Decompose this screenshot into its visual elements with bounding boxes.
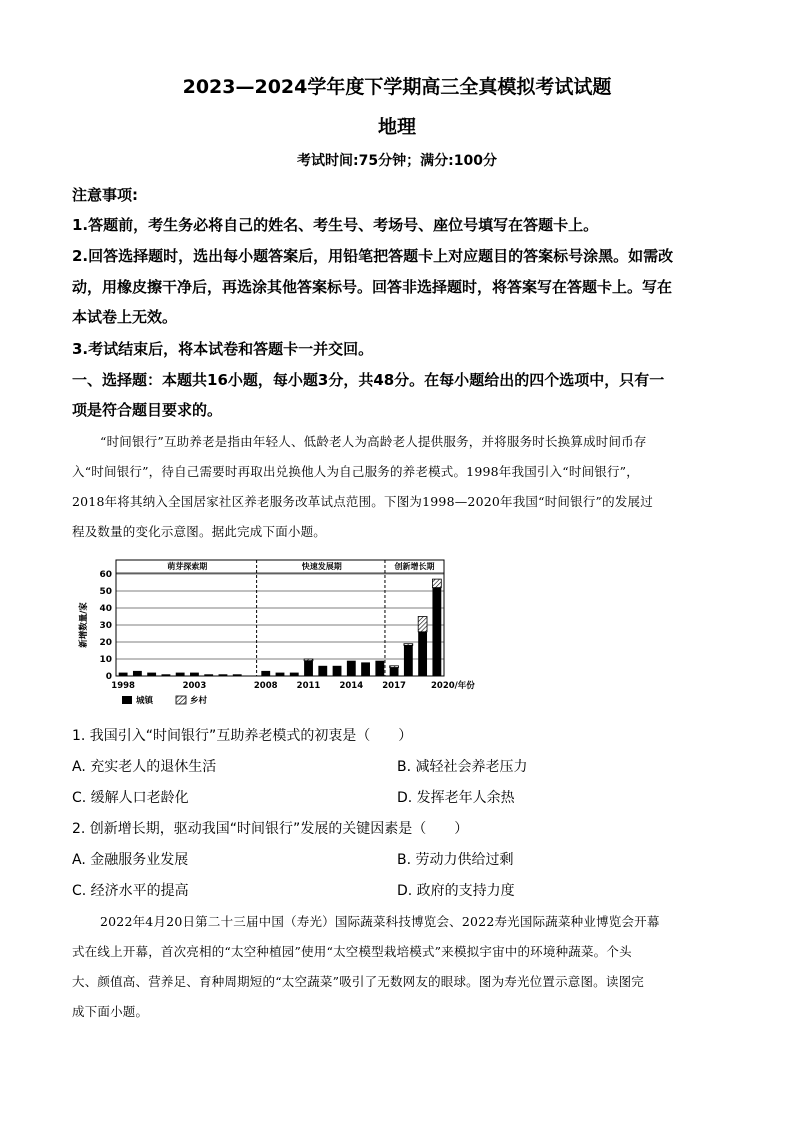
x-tick-label: 2003: [182, 681, 207, 691]
bar-urban: [204, 674, 213, 676]
y-tick-label: 20: [99, 638, 112, 648]
legend-swatch-rural: [176, 696, 186, 704]
section-heading: 项是符合题目要求的。: [72, 401, 223, 419]
bar-urban: [233, 674, 242, 676]
y-tick-label: 10: [99, 655, 112, 665]
passage2-line: 式在线上开幕，首次亮相的“太空种植园”使用“太空模型栽培模式”来模拟宇宙中的环境种蔬菜。个头: [72, 944, 632, 959]
passage2-line: 2022年4月20日第二十三届中国（寿光）国际蔬菜科技博览会、2022寿光国际蔬菜种业博览会开幕: [100, 914, 660, 929]
passage1-line: 2018年将其纳入全国居家社区养老服务改革试点范围。下图为1998—2020年我国“时间银行”的发展过: [72, 494, 653, 509]
bar-rural: [390, 666, 399, 668]
passage2-line: 大、颜值高、营养足、育种周期短的“太空蔬菜”吸引了无数网友的眼球。图为寿光位置示意图。读图完: [72, 974, 644, 989]
bar-urban: [375, 661, 384, 676]
note-line: 本试卷上无效。: [72, 308, 178, 326]
phase-label: 创新增长期: [394, 562, 435, 571]
phase-label: 快速发展期: [301, 562, 342, 571]
bar-urban: [304, 661, 313, 676]
bar-urban: [432, 588, 441, 676]
time-bank-bar-chart: [72, 556, 475, 712]
q1-option-a[interactable]: A. 充实老人的退休生活: [72, 759, 217, 775]
passage1-line: “时间银行”互助养老是指由年轻人、低龄老人为高龄老人提供服务，并将服务时长换算成时间币存: [100, 434, 647, 449]
bar-urban: [361, 662, 370, 676]
bar-urban: [390, 668, 399, 677]
bar-urban: [219, 674, 228, 676]
bar-urban: [318, 666, 327, 676]
bar-urban: [190, 673, 199, 676]
x-tick-label: 2017: [382, 681, 406, 691]
y-tick-label: 60: [99, 570, 112, 580]
bar-urban: [176, 673, 185, 676]
bar-rural: [304, 659, 313, 661]
passage1-line: 入“时间银行”，待自己需要时再取出兑换他人为自己服务的养老模式。1998年我国引入“时间银行”，: [72, 464, 639, 479]
y-tick-label: 50: [99, 587, 112, 597]
q2-option-d[interactable]: D. 政府的支持力度: [397, 883, 515, 899]
bar-urban: [290, 673, 299, 676]
note-line: 动，用橡皮擦干净后，再选涂其他答案标号。回答非选择题时，将答案写在答题卡上。写在: [72, 278, 673, 296]
bar-urban: [333, 666, 342, 676]
q2-option-b[interactable]: B. 劳动力供给过剩: [397, 852, 514, 868]
bar-rural: [418, 617, 427, 632]
x-tick-label: 2014: [339, 681, 364, 691]
note-line: 2.回答选择题时，选出每小题答案后，用铅笔把答题卡上对应题目的答案标号涂黑。如需改: [72, 247, 674, 265]
q2-option-a[interactable]: A. 金融服务业发展: [72, 852, 189, 868]
bar-urban: [133, 671, 142, 676]
plot-frame: [116, 560, 444, 676]
q1-stem: 1. 我国引入“时间银行”互助养老模式的初衷是（ ）: [72, 728, 413, 744]
passage1-line: 程及数量的变化示意图。据此完成下面小题。: [72, 524, 327, 539]
y-tick-label: 0: [105, 672, 112, 682]
notes-heading: 注意事项:: [72, 186, 138, 204]
bar-urban: [147, 673, 156, 676]
note-line: 3.考试结束后，将本试卷和答题卡一并交回。: [72, 340, 374, 358]
q2-stem: 2. 创新增长期，驱动我国“时间银行”发展的关键因素是（ ）: [72, 821, 469, 837]
q2-option-c[interactable]: C. 经济水平的提高: [72, 883, 189, 899]
bar-rural: [432, 579, 441, 588]
legend-swatch-urban: [122, 696, 132, 704]
y-tick-label: 40: [99, 604, 112, 614]
passage2-line: 成下面小题。: [72, 1004, 149, 1019]
legend-label-rural: 乡村: [190, 696, 208, 706]
y-axis-label: 新增数量/家: [79, 602, 89, 648]
q1-option-c[interactable]: C. 缓解人口老龄化: [72, 790, 189, 806]
bar-urban: [404, 645, 413, 676]
bar-urban: [418, 632, 427, 676]
bar-urban: [161, 674, 170, 676]
phase-label: 萌芽探索期: [167, 562, 208, 571]
q1-option-b[interactable]: B. 减轻社会养老压力: [397, 759, 528, 775]
exam-title: 2023—2024学年度下学期高三全真模拟考试试题: [182, 76, 612, 98]
x-tick-label: 1998: [111, 681, 135, 691]
y-tick-label: 30: [99, 621, 112, 631]
x-tick-label: 2011: [296, 681, 321, 691]
exam-time-score: 考试时间:75分钟；满分:100分: [297, 153, 497, 169]
exam-subject: 地理: [377, 116, 416, 138]
bar-urban: [276, 673, 285, 676]
bar-urban: [261, 671, 270, 676]
bar-urban: [347, 661, 356, 676]
bar-rural: [404, 644, 413, 646]
bar-urban: [119, 673, 128, 676]
section-heading: 一、选择题：本题共16小题，每小题3分，共48分。在每小题给出的四个选项中，只有一: [72, 371, 665, 389]
note-line: 1.答题前，考生务必将自己的姓名、考生号、考场号、座位号填写在答题卡上。: [72, 216, 599, 234]
q1-option-d[interactable]: D. 发挥老年人余热: [397, 790, 515, 806]
x-tick-label: 2020/年份: [430, 681, 475, 691]
legend-label-urban: 城镇: [136, 696, 154, 706]
x-tick-label: 2008: [253, 681, 278, 691]
